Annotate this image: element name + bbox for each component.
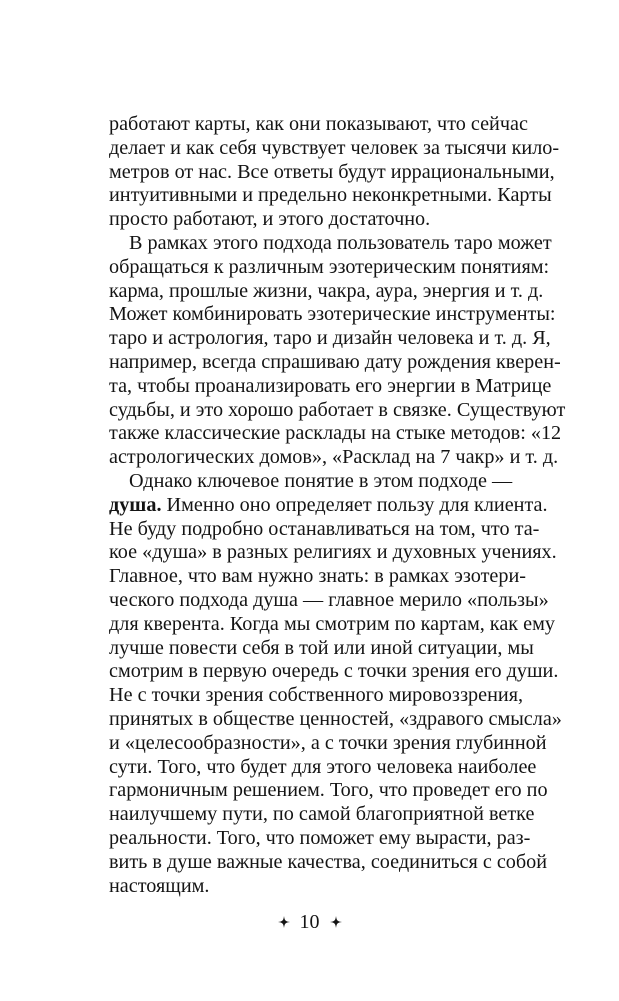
star-ornament-icon <box>330 916 342 928</box>
text-line: наилучшему пути, по самой благоприятной ветке <box>109 803 535 826</box>
paragraph <box>109 231 566 470</box>
text-line: интуитивными и предельно неконкретными. Карты <box>109 184 552 207</box>
text-line: Однако ключевое понятие в этом подходе — <box>129 469 513 492</box>
text-line: вить в душе важные качества, соединиться с собой <box>109 850 548 873</box>
text-line: сути. Того, что будет для этого человека наиболее <box>109 755 537 778</box>
paragraph <box>109 113 560 232</box>
text-line: смотрим в первую очередь с точки зрения его души. <box>109 660 559 683</box>
text-line: настоящим. <box>109 874 210 897</box>
star-ornament-icon <box>278 916 290 928</box>
body-text <box>109 113 566 898</box>
text-line: Может комбинировать эзотерические инструменты: <box>109 303 556 326</box>
text-line: принятых в обществе ценностей, «здравого смысла» <box>109 707 562 730</box>
text-line: обращаться к различным эзотерическим понятиям: <box>109 255 550 278</box>
text-line: Главное, что вам нужно знать: в рамках эзотери- <box>109 565 526 588</box>
text-line: Не буду подробно останавливаться на том, что та- <box>109 517 540 540</box>
text-line: Не с точки зрения собственного мировоззрения, <box>109 684 524 707</box>
text-line <box>109 493 548 518</box>
text-line: для кверента. Когда мы смотрим по картам, как ему <box>109 612 555 635</box>
text-line: реальности. Того, что поможет ему вырасти, раз- <box>109 826 531 849</box>
text-line: астрологических домов», «Расклад на 7 чакр» и т. д. <box>109 446 559 469</box>
page-number: 10 <box>299 910 320 933</box>
bold-term: душа. <box>109 493 162 516</box>
text-line: например, всегда спрашиваю дату рождения кверен- <box>109 350 561 373</box>
text-line-rest: Именно оно определяет пользу для клиента. <box>166 493 548 516</box>
text-line: ческого подхода душа — главное мерило «пользы» <box>109 588 549 611</box>
text-line: делает и как себя чувствует человек за тысячи кило- <box>109 136 560 159</box>
text-line: лучше повести себя в той или иной ситуации, мы <box>109 636 534 659</box>
text-line: карма, прошлые жизни, чакра, аура, энергия и т. д. <box>109 279 544 302</box>
text-line: В рамках этого подхода пользователь таро может <box>129 231 552 254</box>
text-line: кое «душа» в разных религиях и духовных учениях. <box>109 541 557 564</box>
text-line: работают карты, как они показывают, что сейчас <box>109 113 528 135</box>
text-line: судьбы, и это хорошо работает в связке. Существуют <box>109 398 566 421</box>
page-footer <box>0 908 619 936</box>
text-line: метров от нас. Все ответы будут иррациональными, <box>109 160 555 183</box>
text-line: гармоничным решением. Того, что проведет его по <box>109 779 548 802</box>
paragraph <box>109 469 562 898</box>
text-line: также классические расклады на стыке методов: «12 <box>109 422 562 445</box>
text-line: и «целесообразности», а с точки зрения глубинной <box>109 731 547 754</box>
text-line: просто работают, и этого достаточно. <box>109 208 431 231</box>
text-line: та, чтобы проанализировать его энергии в Матрице <box>109 374 552 397</box>
text-line: таро и астрология, таро и дизайн человека и т. д. Я, <box>109 327 551 350</box>
